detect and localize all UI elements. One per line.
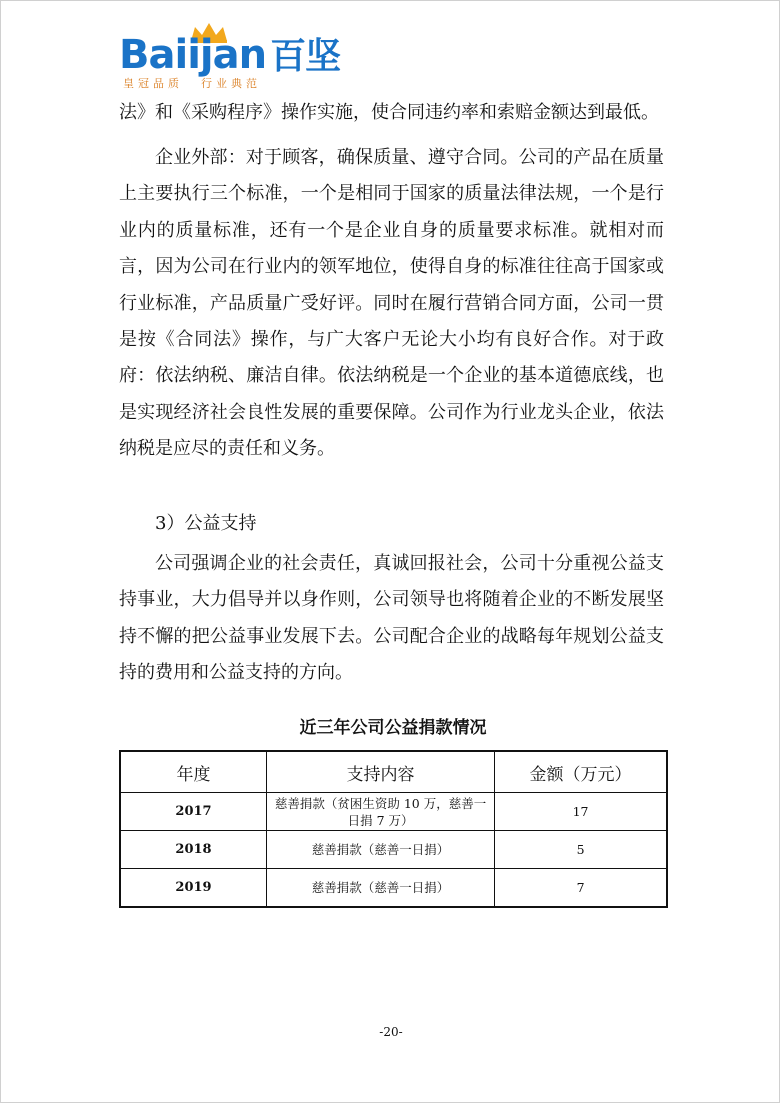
company-logo [119, 21, 369, 91]
paragraph-charity: 公司强调企业的社会责任，真诚回报社会，公司十分重视公益支持事业，大力倡导并以身作则，公司领导也将随着企业的不断发展坚持不懈的把公益事业发展下去。公司配合企业的战略每年规划公益支持的费用和公益支持的方向。 [119, 553, 664, 684]
cell-amount: 17 [495, 793, 667, 831]
cell-year: 2019 [120, 869, 267, 908]
cell-year: 2017 [120, 793, 267, 831]
table-row [120, 831, 667, 869]
table-row [120, 869, 667, 908]
donation-table [119, 750, 668, 908]
paragraph-external: 企业外部：对于顾客，确保质量、遵守合同。公司的产品在质量上主要执行三个标准，一个是相同于国家的质量法律法规，一个是行业内的质量标准，还有一个是企业自身的质量要求标准。就相对而言，因为公司在行业内的领军地位，使得自身的标准往往高于国家或行业标准，产品质量广受好评。同时在履行营销合同方面，公司一贯是按《合同法》操作，与广大客户无论大小均有良好合作。对于政府：依法纳税、廉洁自律。依法纳税是一个企业的基本道德底线，也是实现经济社会良性发展的重要保障。公司作为行业龙头企业，依法纳税是应尽的责任和义务。 [119, 147, 664, 460]
section-heading: 3）公益支持 [155, 513, 257, 534]
cell-content: 慈善捐款（贫困生资助 10 万，慈善一日捐 7 万） [267, 793, 495, 831]
cell-content: 慈善捐款（慈善一日捐） [267, 831, 495, 869]
header-year: 年度 [120, 751, 267, 793]
table-header-row [120, 751, 667, 793]
cell-amount: 7 [495, 869, 667, 908]
cell-content: 慈善捐款（慈善一日捐） [267, 869, 495, 908]
logo-wordmark: Baiijan 百坚 [119, 32, 341, 78]
header-content: 支持内容 [267, 751, 495, 793]
header-amount: 金额（万元） [495, 751, 667, 793]
paragraph-continued: 法》和《采购程序》操作实施，使合同违约率和索赔金额达到最低。 [119, 102, 659, 123]
logo-tagline: 皇冠品质 行业典范 [123, 77, 261, 90]
table-title: 近三年公司公益捐款情况 [299, 718, 487, 738]
table-row [120, 793, 667, 831]
cell-amount: 5 [495, 831, 667, 869]
cell-year: 2018 [120, 831, 267, 869]
page-number: -20- [379, 1025, 403, 1039]
